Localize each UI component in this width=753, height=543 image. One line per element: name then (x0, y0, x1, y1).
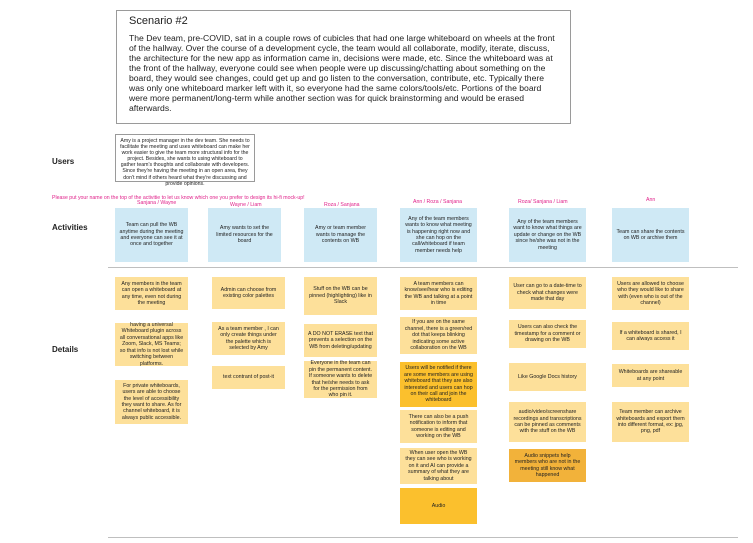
column-owner: Ann / Roza / Sanjana (413, 199, 463, 205)
detail-note: audio/video/screenshare recordings and transcriptions can be pinned as comments with the stuff on the WB (509, 402, 586, 442)
detail-note: Any members in the team can open a whiteboard at any time, even not during the meeting (115, 277, 188, 310)
activities-label: Activities (52, 223, 88, 232)
activities-divider (108, 267, 738, 268)
activity-note: Team can pull the WB anytime during the meeting and everyone can see it at once and together (115, 208, 188, 262)
detail-note-highlighted: Users will be notified if there are some members are using whiteboard that they are also interested and users can hop on their call and join the whiteboard (400, 362, 477, 407)
scenario-box (116, 10, 571, 124)
instruction-text: Please put your name on the top of the activitie to let us know which one you prefer to design its hi-fi mock-up! (52, 195, 305, 201)
column-owner: Ann (646, 197, 656, 203)
detail-note: text contrant of post-it (212, 366, 285, 389)
activity-note: Amy or team member wants to manage the contents on WB (304, 208, 377, 262)
activity-note: Any of the team members want to know what things are update or change on the WB since he/she was not in the meeting (509, 208, 586, 262)
detail-note: A team members can know/see/hear who is editing the WB and talking at a point in time (400, 277, 477, 310)
column-owner: Roza / Sanjana (324, 202, 360, 208)
detail-note: having a universal Whiteboard plugin across all conversational apps like Zoom, Slack, MS Teams; so that info is not lost while switching between platforms. (115, 323, 188, 366)
column-owner: Wayne / Liam (230, 202, 262, 208)
detail-note: There can also be a push notification to inform that someone is editing and working on the WB (400, 410, 477, 443)
details-label: Details (52, 345, 79, 354)
detail-note: Team member can archive whiteboards and export them into different format, ex: jpg, png, pdf (612, 402, 689, 442)
detail-note: Whiteboards are shareable at any point (612, 364, 689, 387)
activity-note: Amy wants to set the limited resources for the board (208, 208, 281, 262)
detail-note: Users can also check the timestamp for a comment or drawing on the WB (509, 320, 586, 348)
detail-note: Stuff on the WB can be pinned (highlighting) like in Slack (304, 277, 377, 315)
activity-note: Team can share the contents on WB or archive them (612, 208, 689, 262)
detail-note: If a whiteboard is shared, I can always access it (612, 322, 689, 350)
column-owner: Sanjana / Wayne (137, 200, 177, 206)
detail-note: When user open the WB they can see who is working on it and AI can provide a summary of what they are talking about (400, 448, 477, 484)
detail-note: Like Google Docs history (509, 363, 586, 391)
detail-note: User can go to a date-time to check what changes were made that day (509, 277, 586, 309)
detail-note: A DO NOT ERASE text that prevents a selection on the WB from deleting/updating (304, 324, 377, 357)
bottom-divider (108, 537, 738, 538)
detail-note: Everyone in the team can pin the permanent content. If someone wants to delete that he/she needs to ask for the permission from who pin it. (304, 361, 377, 398)
detail-note: Users are allowed to choose who they would like to share with (even who is out of the channel) (612, 277, 689, 310)
scenario-body: The Dev team, pre-COVID, sat in a couple rows of cubicles that had one large whiteboard on wheels at the front of the hallway. Over the course of a development cycle, the team would all collaborate, modify, iterate, discuss, the architecture for the new app as information came in, decisions were made, etc. Since the whiteboard was at the front of the hallway, everyone could see when people were up discussing/chatting about something on the board, they would see changes, could get up and go listen to the conversation, contribute, etc. Typically there was only one whiteboard marker left with it, so everyone had the same colors/tools/etc. Portions of the board were more permanent/long-term while another section was for quick brainstorming and would be erased afterwards. (129, 33, 555, 113)
users-label: Users (52, 157, 75, 166)
detail-note: As a team member , I can only create things under the palette which is selected by Amy (212, 322, 285, 355)
detail-note: For private whiteboards, users are able to choose the level of accessibility they want to share. As for channel whiteboard, it is always public accessible. (115, 380, 188, 424)
detail-note: If you are on the same channel, there is a green/red dot that keeps blinking indicating some active collaboration on the WB (400, 317, 477, 354)
detail-note-highlighted: Audio (400, 488, 477, 524)
scenario-title: Scenario #2 (129, 15, 188, 27)
detail-note: Admin can choose from existing color palettes (212, 277, 285, 309)
detail-note-highlighted: Audio snippets help members who are not in the meeting still know what happened (509, 449, 586, 482)
column-owner: Roza/ Sanjana / Liam (518, 199, 568, 205)
persona-card: Amy is a project manager in the dev team. She needs to facilitate the meeting and uses whiteboard can make her work easier to give the team more structural info for the project. Besides, she wants to using whiteboard to gather team's thoughts and collaborate with developers. Since they're having the meeting in an open area, they don't mind if others heard what they're discussing and provide opinions. (115, 134, 255, 182)
activity-note: Any of the team members wants to know what meeting is happening right now and she can hop on the call/whiteboard if team member needs help (400, 208, 477, 262)
